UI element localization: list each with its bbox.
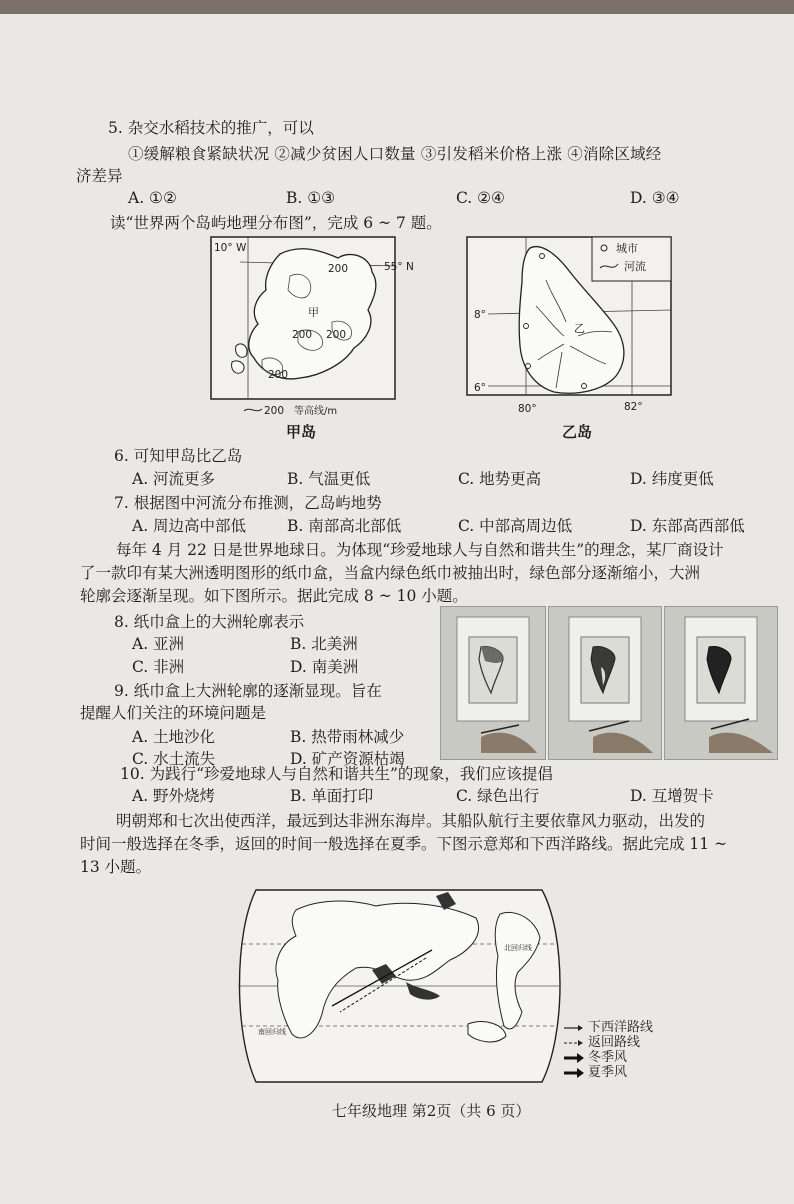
passage-8-10-line3: 轮廓会逐渐呈现。如下图所示。据此完成 8 ~ 10 小题。 [80,587,468,605]
legend-contour-text: 等高线/m [294,406,338,417]
q10-option-d[interactable]: D. 互增贺卡 [630,787,714,805]
lat-label-6: 6° [474,382,486,394]
q8-option-d[interactable]: D. 南美洲 [290,658,359,676]
q5-items-line1: ①缓解粮食紧缺状况 ②减少贫困人口数量 ③引发稻米价格上涨 ④消除区域经 [128,145,662,163]
q9-option-d[interactable]: D. 矿产资源枯竭 [290,750,405,768]
q7-option-d[interactable]: D. 东部高西部低 [630,517,745,535]
passage-11-13-line2: 时间一般选择在冬季，返回的时间一般选择在夏季。下图示意郑和下西洋路线。据此完成 11 ~ [80,835,728,853]
passage-11-13-line1: 明朝郑和七次出使西洋，最远到达非洲东海岸。其船队航行主要依靠风力驱动，出发的 [116,812,706,830]
caption-yi: 乙岛 [562,423,593,441]
q5-items-line2: 济差异 [76,167,123,185]
q7-option-c[interactable]: C. 中部高周边低 [458,517,573,535]
q7-option-b[interactable]: B. 南部高北部低 [287,517,402,535]
caption-jia: 甲岛 [286,423,317,441]
q5-option-b[interactable]: B. ①③ [286,189,336,207]
q8-option-b[interactable]: B. 北美洲 [290,635,358,653]
island-jia-map [210,236,414,418]
svg-text:南回归线: 南回归线 [258,1028,286,1036]
legend-route-back: 返回路线 [588,1035,641,1050]
lon-label-80: 80° [518,403,537,415]
island-yi-label: 乙 [574,322,585,335]
q9-option-a[interactable]: A. 土地沙化 [132,728,216,746]
legend-route-out: 下西洋路线 [588,1020,654,1035]
q5-option-c[interactable]: C. ②④ [456,189,505,207]
legend-summer-wind: 夏季风 [588,1065,628,1080]
legend-river: 河流 [624,260,646,273]
tissue-box-photo-2 [548,606,662,760]
legend-contour-value: 200 [264,405,285,417]
q9-stem-line1: 9. 纸巾盒上大洲轮廓的逐渐显现。旨在 [114,682,382,700]
q6-stem: 6. 可知甲岛比乙岛 [114,447,243,465]
passage-11-13-line3: 13 小题。 [80,858,152,876]
q10-option-b[interactable]: B. 单面打印 [290,787,374,805]
svg-text:200: 200 [292,329,313,341]
tissue-box-photo-1 [440,606,546,760]
q7-option-a[interactable]: A. 周边高中部低 [132,517,247,535]
svg-text:北回归线: 北回归线 [504,944,532,952]
q6-option-d[interactable]: D. 纬度更低 [630,470,714,488]
q6-option-c[interactable]: C. 地势更高 [458,470,542,488]
q7-stem: 7. 根据图中河流分布推测，乙岛屿地势 [114,494,382,512]
legend-winter-wind: 冬季风 [588,1050,628,1065]
svg-text:200: 200 [326,329,347,341]
lat-label-8: 8° [474,309,486,321]
q10-stem: 10. 为践行“珍爱地球人与自然和谐共生”的现象，我们应该提倡 [120,765,553,783]
page-top-edge [0,0,794,14]
svg-text:200: 200 [328,263,349,275]
lon-label-10w: 10° W [214,242,247,254]
q9-option-b[interactable]: B. 热带雨林减少 [290,728,405,746]
page-footer: 七年级地理 第2页（共 6 页） [332,1102,531,1120]
q6-option-a[interactable]: A. 河流更多 [132,470,216,488]
q8-option-c[interactable]: C. 非洲 [132,658,185,676]
lat-label-55n: 55° N [384,261,414,273]
q10-option-a[interactable]: A. 野外烧烤 [132,787,216,805]
svg-text:200: 200 [268,369,289,381]
q5-stem: 5. 杂交水稻技术的推广，可以 [108,119,314,137]
tissue-box-photo-3 [664,606,778,760]
island-yi-map [466,236,680,416]
q5-option-d[interactable]: D. ③④ [630,189,680,207]
passage-8-10-line1: 每年 4 月 22 日是世界地球日。为体现“珍爱地球人与自然和谐共生”的理念，某厂商设计 [116,541,724,559]
island-jia-label: 甲 [308,306,319,319]
intro-6-7: 读“世界两个岛屿地理分布图”，完成 6 ~ 7 题。 [110,214,442,232]
q9-option-c[interactable]: C. 水土流失 [132,750,216,768]
q5-option-a[interactable]: A. ①② [128,189,177,207]
legend-city: 城市 [616,242,638,255]
world-map-legend-symbols [562,1020,586,1086]
passage-8-10-line2: 了一款印有某大洲透明图形的纸巾盒，当盒内绿色纸巾被抽出时，绿色部分逐渐缩小，大洲 [80,564,701,582]
q10-option-c[interactable]: C. 绿色出行 [456,787,540,805]
q8-option-a[interactable]: A. 亚洲 [132,635,185,653]
lon-label-82: 82° [624,401,643,413]
q8-stem: 8. 纸巾盒上的大洲轮廓表示 [114,613,305,631]
q6-option-b[interactable]: B. 气温更低 [287,470,371,488]
q9-stem-line2: 提醒人们关注的环境问题是 [80,704,267,722]
